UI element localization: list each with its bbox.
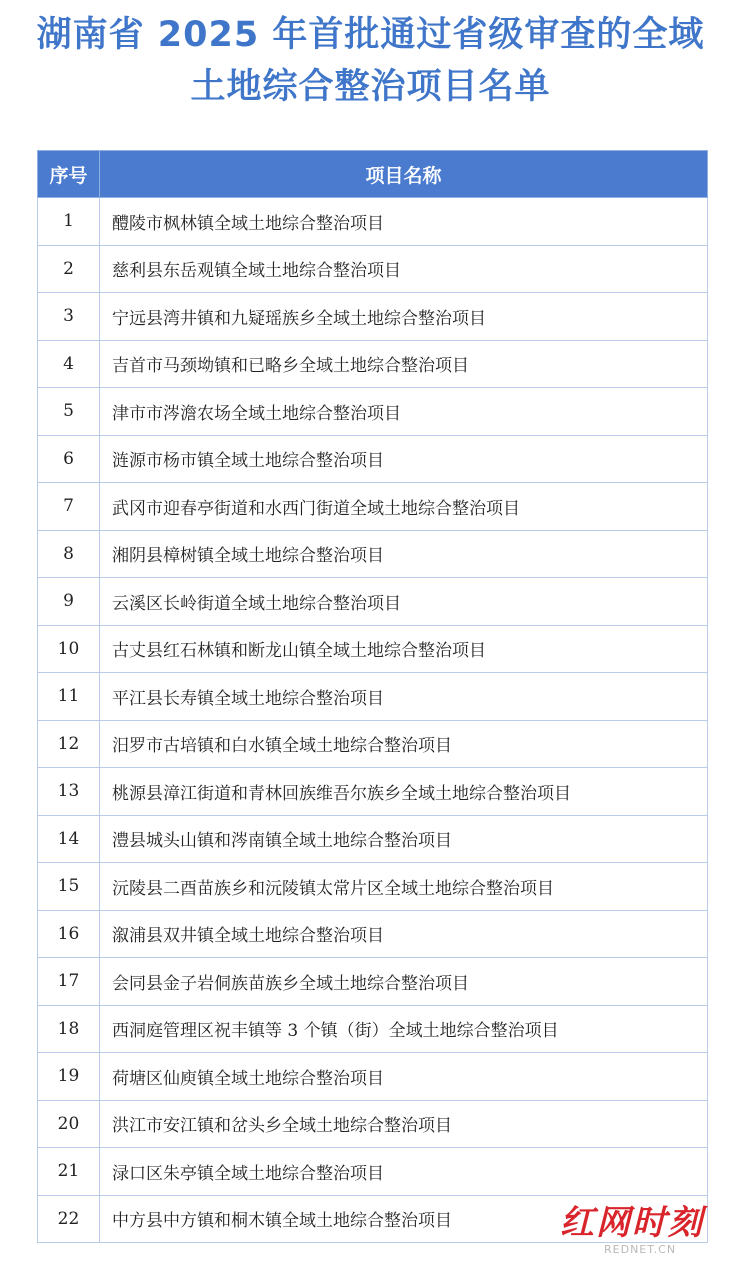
table-row [38, 245, 708, 293]
table-row [38, 198, 708, 246]
row-serial-number: 9 [38, 578, 100, 626]
row-project-name: 云溪区长岭街道全域土地综合整治项目 [100, 578, 708, 626]
table-header-row [38, 151, 708, 198]
table-row [38, 815, 708, 863]
row-project-name: 平江县长寿镇全域土地综合整治项目 [100, 673, 708, 721]
rednet-watermark-logo [560, 1203, 730, 1263]
table-row [38, 1100, 708, 1148]
table-body [38, 198, 708, 1243]
row-serial-number: 3 [38, 293, 100, 341]
row-serial-number: 14 [38, 815, 100, 863]
row-project-name: 荷塘区仙庾镇全域土地综合整治项目 [100, 1053, 708, 1101]
table-row [38, 578, 708, 626]
row-project-name: 吉首市马颈坳镇和已略乡全域土地综合整治项目 [100, 340, 708, 388]
row-serial-number: 7 [38, 483, 100, 531]
row-serial-number: 21 [38, 1148, 100, 1196]
row-serial-number: 1 [38, 198, 100, 246]
row-project-name: 渌口区朱亭镇全域土地综合整治项目 [100, 1148, 708, 1196]
row-project-name: 武冈市迎春亭街道和水西门街道全域土地综合整治项目 [100, 483, 708, 531]
row-serial-number: 6 [38, 435, 100, 483]
row-project-name: 洪江市安江镇和岔头乡全域土地综合整治项目 [100, 1100, 708, 1148]
row-serial-number: 10 [38, 625, 100, 673]
row-serial-number: 19 [38, 1053, 100, 1101]
page-title-line-2: 土地综合整治项目名单 [190, 67, 551, 107]
watermark-sub-text: REDNET.CN [604, 1243, 677, 1256]
header-project-name: 项目名称 [100, 151, 708, 198]
table-row [38, 483, 708, 531]
row-project-name: 津市市涔澹农场全域土地综合整治项目 [100, 388, 708, 436]
row-project-name: 慈利县东岳观镇全域土地综合整治项目 [100, 245, 708, 293]
table-row [38, 435, 708, 483]
row-serial-number: 18 [38, 1005, 100, 1053]
row-project-name: 涟源市杨市镇全域土地综合整治项目 [100, 435, 708, 483]
row-serial-number: 4 [38, 340, 100, 388]
page-title-line-1: 湖南省 2025 年首批通过省级审查的全域 [36, 15, 705, 55]
row-project-name: 汨罗市古培镇和白水镇全域土地综合整治项目 [100, 720, 708, 768]
row-serial-number: 5 [38, 388, 100, 436]
header-serial-number: 序号 [38, 151, 100, 198]
table-row [38, 910, 708, 958]
row-serial-number: 2 [38, 245, 100, 293]
row-project-name: 中方县中方镇和桐木镇全域土地综合整治项目 [100, 1195, 708, 1243]
row-serial-number: 12 [38, 720, 100, 768]
table-row [38, 768, 708, 816]
row-serial-number: 11 [38, 673, 100, 721]
row-serial-number: 13 [38, 768, 100, 816]
row-project-name: 西洞庭管理区祝丰镇等 3 个镇（街）全域土地综合整治项目 [100, 1005, 708, 1053]
table-row [38, 863, 708, 911]
table-row [38, 958, 708, 1006]
row-project-name: 澧县城头山镇和涔南镇全域土地综合整治项目 [100, 815, 708, 863]
row-serial-number: 16 [38, 910, 100, 958]
project-table [37, 150, 708, 1243]
row-project-name: 会同县金子岩侗族苗族乡全域土地综合整治项目 [100, 958, 708, 1006]
row-project-name: 湘阴县樟树镇全域土地综合整治项目 [100, 530, 708, 578]
table-row [38, 340, 708, 388]
row-serial-number: 22 [38, 1195, 100, 1243]
row-serial-number: 15 [38, 863, 100, 911]
table-row [38, 530, 708, 578]
table-row [38, 1005, 708, 1053]
table-row [38, 388, 708, 436]
table-row [38, 625, 708, 673]
row-project-name: 沅陵县二酉苗族乡和沅陵镇太常片区全域土地综合整治项目 [100, 863, 708, 911]
row-project-name: 桃源县漳江街道和青林回族维吾尔族乡全域土地综合整治项目 [100, 768, 708, 816]
row-project-name: 醴陵市枫林镇全域土地综合整治项目 [100, 198, 708, 246]
row-serial-number: 17 [38, 958, 100, 1006]
row-project-name: 古丈县红石林镇和断龙山镇全域土地综合整治项目 [100, 625, 708, 673]
row-project-name: 溆浦县双井镇全域土地综合整治项目 [100, 910, 708, 958]
row-serial-number: 20 [38, 1100, 100, 1148]
row-serial-number: 8 [38, 530, 100, 578]
table-row [38, 720, 708, 768]
table-row [38, 1053, 708, 1101]
table-row [38, 1148, 708, 1196]
row-project-name: 宁远县湾井镇和九疑瑶族乡全域土地综合整治项目 [100, 293, 708, 341]
table-row [38, 673, 708, 721]
table-row [38, 293, 708, 341]
watermark-logo-text: 红网时刻 [560, 1203, 704, 1243]
